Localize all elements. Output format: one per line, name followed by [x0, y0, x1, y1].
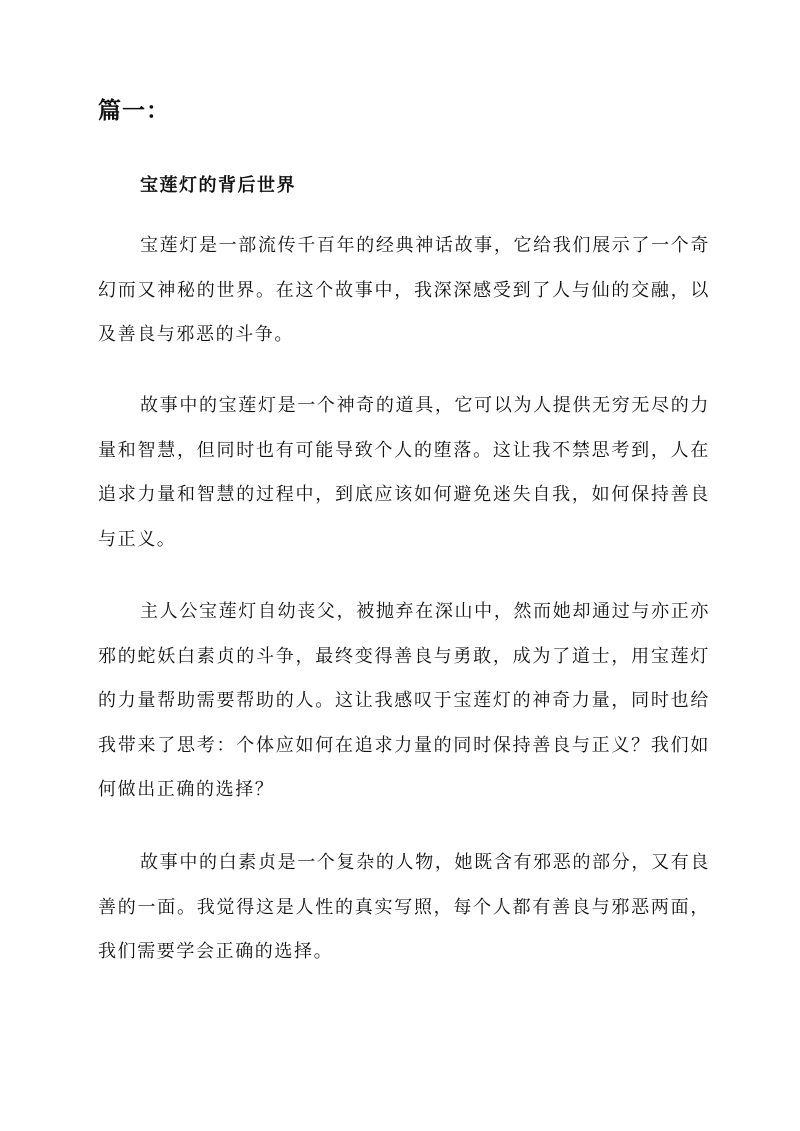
essay-title: 宝莲灯的背后世界 — [140, 175, 296, 196]
section-heading: 篇一： — [98, 97, 170, 124]
paragraph-3: 主人公宝莲灯自幼丧父，被抛弃在深山中，然而她却通过与亦正亦邪的蛇妖白素贞的斗争，最终变得善良与勇敢，成为了道士，用宝莲灯的力量帮助需要帮助的人。这让我感叹于宝莲灯的神奇力量，同时也给我带来了思考：个体应如何在追求力量的同时保持善良与正义？我们如何做出正确的选择？ — [98, 601, 710, 800]
paragraph-4: 故事中的白素贞是一个复杂的人物，她既含有邪恶的部分，又有良善的一面。我觉得这是人性的真实写照，每个人都有善良与邪恶两面，我们需要学会正确的选择。 — [98, 852, 710, 962]
paragraph-1: 宝莲灯是一部流传千百年的经典神话故事，它给我们展示了一个奇幻而又神秘的世界。在这个故事中，我深深感受到了人与仙的交融，以及善良与邪恶的斗争。 — [98, 235, 710, 345]
paragraph-2: 故事中的宝莲灯是一个神奇的道具，它可以为人提供无穷无尽的力量和智慧，但同时也有可能导致个人的堕落。这让我不禁思考到，人在追求力量和智慧的过程中，到底应该如何避免迷失自我，如何保持善良与正义。 — [98, 395, 710, 550]
